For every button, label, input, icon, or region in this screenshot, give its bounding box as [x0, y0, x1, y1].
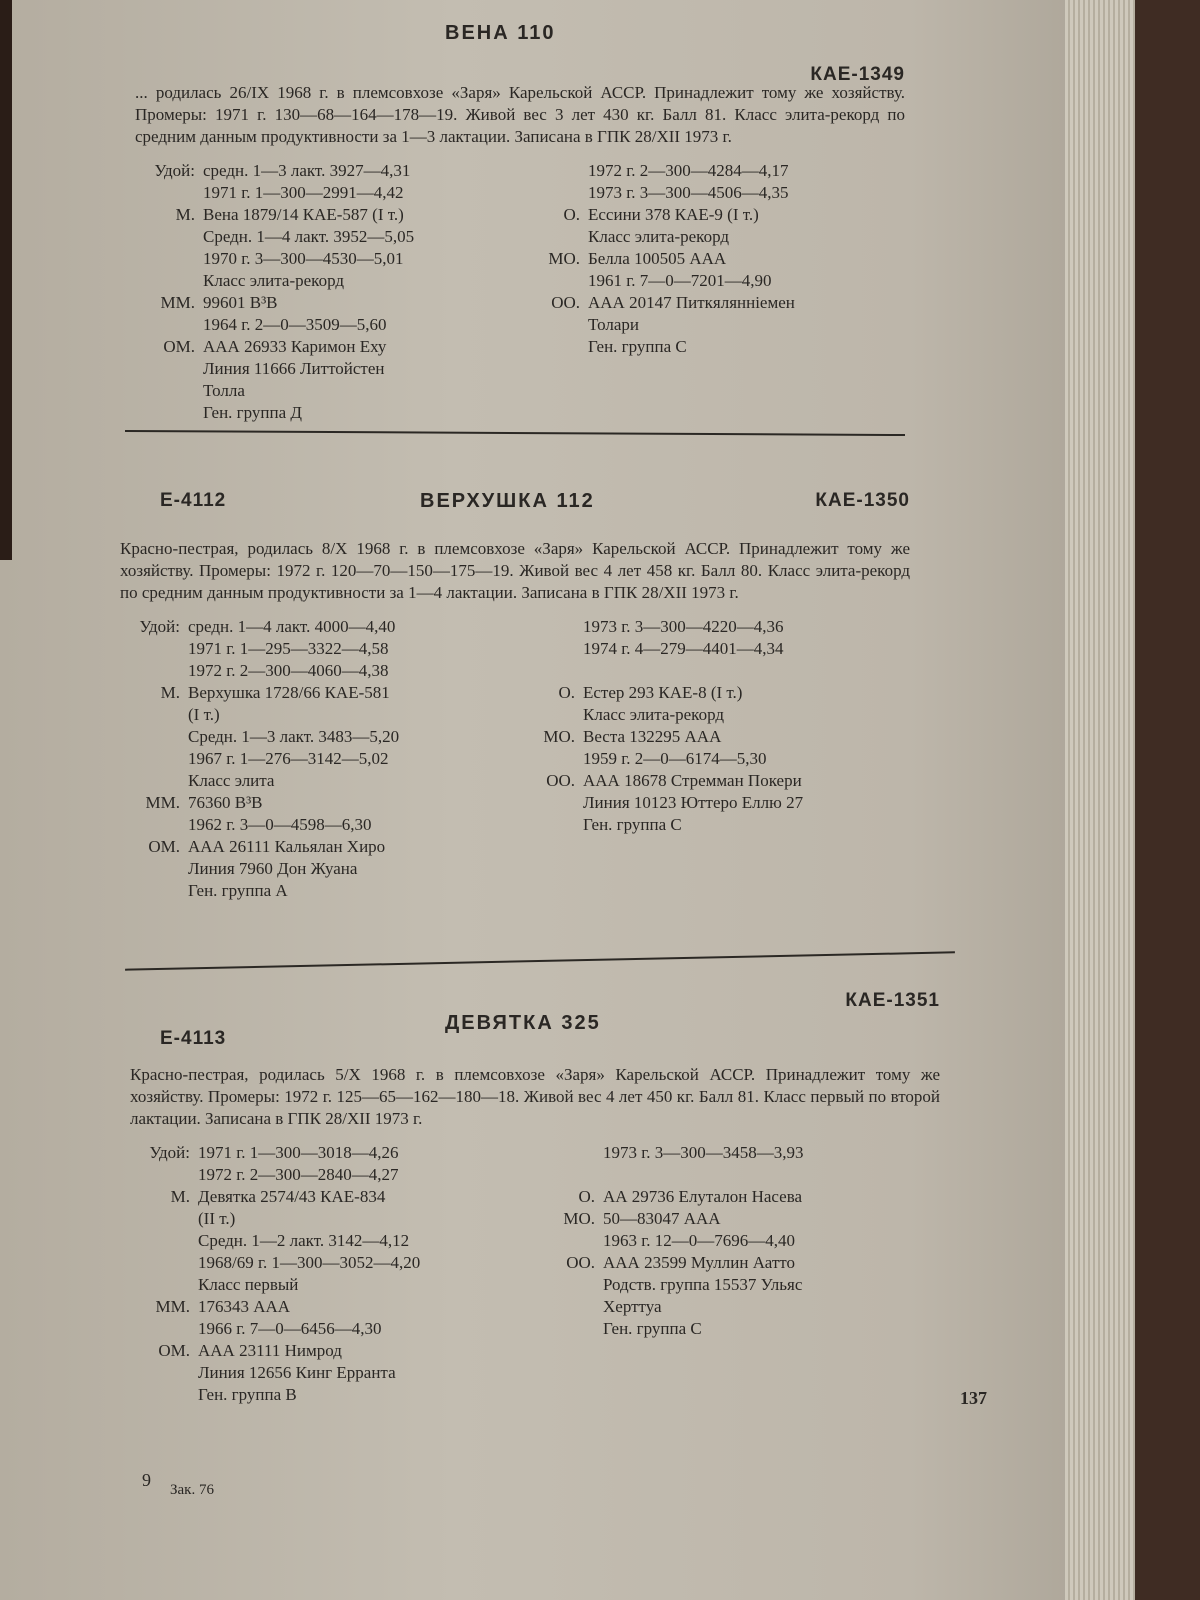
pedigree-line: [135, 182, 520, 204]
pedigree-label: [135, 380, 203, 402]
pedigree-label: [130, 1252, 198, 1274]
pedigree-line: [130, 1274, 535, 1296]
pedigree-label: Удой:: [139, 617, 180, 636]
pedigree-label: [515, 660, 583, 682]
entry-devyatka: [130, 990, 940, 1406]
entry-description: Красно-пестрая, родилась 8/X 1968 г. в племсовхозе «Заря» Карельской АССР. Принадлежит тому же хозяйству. Промеры: 1972 г. 120—70—150—175—19. Живой вес 4 лет 458 кг. Балл 80. Класс элита-рекорд по средним данным продуктивности за 1—4 лактации. Записана в ГПК 28/XII 1973 г.: [120, 539, 910, 602]
entry-description: Красно-пестрая, родилась 5/X 1968 г. в племсовхозе «Заря» Карельской АССР. Принадлежит тому же хозяйству. Промеры: 1972 г. 125—65—162—180—18. Живой вес 4 лет 450 кг. Балл 81. Класс первый по второй лактации. Записана в ГПК 28/XII 1973 г.: [130, 1065, 940, 1128]
entry-code: Е-4113: [160, 1028, 227, 1049]
entry-verkhushka: [120, 490, 910, 902]
pedigree-line: [520, 226, 905, 248]
pedigree-text: Девятка 2574/43 КАЕ-834: [198, 1187, 386, 1206]
pedigree-label: [120, 858, 188, 880]
pedigree-line: [135, 292, 520, 314]
pedigree-line: [135, 358, 520, 380]
pedigree-text: 76360 В³В: [188, 793, 263, 812]
pedigree-line: [520, 182, 905, 204]
pedigree-text: 1974 г. 4—279—4401—4,34: [583, 639, 784, 658]
pedigree-label: [130, 1384, 198, 1406]
pedigree-label: О.: [563, 205, 580, 224]
pedigree-line: [120, 880, 515, 902]
pedigree-label: [135, 226, 203, 248]
pedigree-line: [515, 660, 910, 682]
pedigree-line: [120, 814, 515, 836]
pedigree-text: Толари: [588, 315, 640, 334]
pedigree-column-right: [520, 160, 905, 424]
pedigree-line: [130, 1340, 535, 1362]
pedigree-text: 1959 г. 2—0—6174—5,30: [583, 749, 767, 768]
pedigree-text: 1972 г. 2—300—4060—4,38: [188, 661, 389, 680]
pedigree-text: 1973 г. 3—300—4220—4,36: [583, 617, 784, 636]
pedigree-line: [130, 1208, 535, 1230]
pedigree-label: [135, 248, 203, 270]
pedigree-text: 1973 г. 3—300—4506—4,35: [588, 183, 789, 202]
pedigree-label: [515, 638, 583, 660]
pedigree-line: [130, 1230, 535, 1252]
pedigree-label: ММ.: [155, 1297, 190, 1316]
pedigree-line: [120, 836, 515, 858]
section-divider: [125, 951, 955, 970]
pedigree-label: [535, 1164, 603, 1186]
pedigree-label: [515, 748, 583, 770]
pedigree-label: [520, 314, 588, 336]
pedigree-text: Класс элита-рекорд: [588, 227, 729, 246]
pedigree-column-left: [120, 616, 515, 902]
entry-name: ДЕВЯТКА 325: [445, 1012, 601, 1034]
pedigree-label: М.: [160, 683, 180, 702]
pedigree-label: О.: [558, 683, 575, 702]
signature-mark: 9: [142, 1470, 151, 1490]
pedigree-line: [520, 204, 905, 226]
pedigree-text: 1970 г. 3—300—4530—5,01: [203, 249, 404, 268]
entry-registry: КАЕ-1351: [845, 990, 940, 1011]
pedigree-label: [135, 270, 203, 292]
pedigree-text: Толла: [203, 381, 245, 400]
pedigree-label: [535, 1296, 603, 1318]
pedigree-line: [535, 1274, 940, 1296]
pedigree-text: Ген. группа С: [588, 337, 687, 356]
pedigree-label: [120, 638, 188, 660]
pedigree-text: АА 29736 Елуталон Насева: [603, 1187, 803, 1206]
pedigree-text: Белла 100505 ААА: [588, 249, 727, 268]
entry-name: ВЕРХУШКА 112: [420, 490, 595, 512]
pedigree-label: [535, 1274, 603, 1296]
pedigree-text: ААА 20147 Питкяляннiемен: [588, 293, 795, 312]
pedigree-label: М.: [175, 205, 195, 224]
pedigree-label: О.: [578, 1187, 595, 1206]
pedigree-line: [520, 160, 905, 182]
pedigree-label: [535, 1318, 603, 1340]
pedigree-text: 1962 г. 3—0—4598—6,30: [188, 815, 372, 834]
pedigree-line: [135, 160, 520, 182]
pedigree-label: [520, 336, 588, 358]
pedigree-label: ММ.: [145, 793, 180, 812]
pedigree-label: [135, 358, 203, 380]
pedigree-line: [120, 704, 515, 726]
pedigree-label: [520, 270, 588, 292]
pedigree-label: Удой:: [154, 161, 195, 180]
pedigree-text: средн. 1—3 лакт. 3927—4,31: [203, 161, 411, 180]
pedigree-label: Удой:: [149, 1143, 190, 1162]
pedigree-line: [120, 616, 515, 638]
pedigree-label: [130, 1164, 198, 1186]
pedigree-text: Средн. 1—3 лакт. 3483—5,20: [188, 727, 400, 746]
pedigree-text: 99601 В³В: [203, 293, 278, 312]
pedigree-text: Линия 7960 Дон Жуана: [188, 859, 358, 878]
entry-name: ВЕНА 110: [445, 22, 556, 44]
pedigree-line: [520, 336, 905, 358]
pedigree-column-right: [535, 1142, 940, 1406]
pedigree-line: [130, 1318, 535, 1340]
pedigree-label: [120, 704, 188, 726]
pedigree-line: [120, 682, 515, 704]
pedigree-line: [535, 1186, 940, 1208]
pedigree-line: [130, 1252, 535, 1274]
entry-pedigree: [135, 160, 905, 424]
pedigree-line: [120, 660, 515, 682]
pedigree-text: Естер 293 КАЕ-8 (I т.): [583, 683, 743, 702]
pedigree-line: [515, 814, 910, 836]
pedigree-line: [130, 1186, 535, 1208]
pedigree-label: [120, 660, 188, 682]
pedigree-line: [515, 726, 910, 748]
order-note: Зак. 76: [170, 1482, 214, 1498]
pedigree-label: [535, 1230, 603, 1252]
pedigree-label: ОМ.: [163, 337, 195, 356]
pedigree-line: [130, 1296, 535, 1318]
pedigree-line: [135, 248, 520, 270]
pedigree-text: 1967 г. 1—276—3142—5,02: [188, 749, 389, 768]
pedigree-line: [120, 638, 515, 660]
pedigree-label: [130, 1362, 198, 1384]
pedigree-text: Ген. группа Д: [203, 403, 303, 422]
section-divider: [125, 430, 905, 436]
pedigree-label: [120, 880, 188, 902]
entry-pedigree: [130, 1142, 940, 1406]
pedigree-line: [535, 1164, 940, 1186]
pedigree-text: 1966 г. 7—0—6456—4,30: [198, 1319, 382, 1338]
pedigree-label: ММ.: [160, 293, 195, 312]
pedigree-text: Класс элита-рекорд: [203, 271, 344, 290]
pedigree-line: [520, 314, 905, 336]
page-shadow: [0, 0, 12, 560]
pedigree-text: ААА 18678 Стремман Покери: [583, 771, 802, 790]
pedigree-label: [130, 1318, 198, 1340]
pedigree-text: Средн. 1—2 лакт. 3142—4,12: [198, 1231, 410, 1250]
pedigree-label: [135, 402, 203, 424]
pedigree-label: [130, 1230, 198, 1252]
entry-header: [130, 990, 940, 1049]
pedigree-label: [515, 616, 583, 638]
pedigree-line: [135, 402, 520, 424]
pedigree-label: МО.: [543, 727, 575, 746]
entry-pedigree: [120, 616, 910, 902]
pedigree-line: [120, 726, 515, 748]
pedigree-line: [120, 748, 515, 770]
pedigree-text: Ген. группа В: [198, 1385, 297, 1404]
pedigree-line: [515, 770, 910, 792]
pedigree-line: [120, 858, 515, 880]
pedigree-label: [120, 770, 188, 792]
pedigree-text: ААА 26111 Кальялан Хиро: [188, 837, 386, 856]
pedigree-label: [515, 814, 583, 836]
pedigree-text: Ген. группа А: [188, 881, 288, 900]
pedigree-line: [520, 292, 905, 314]
pedigree-line: [515, 748, 910, 770]
page-number: 137: [960, 1388, 987, 1408]
pedigree-text: Ген. группа С: [603, 1319, 702, 1338]
pedigree-line: [535, 1252, 940, 1274]
pedigree-label: [515, 792, 583, 814]
pedigree-text: Вена 1879/14 КАЕ-587 (I т.): [203, 205, 404, 224]
pedigree-label: [520, 226, 588, 248]
pedigree-text: 1972 г. 2—300—4284—4,17: [588, 161, 789, 180]
pedigree-label: МО.: [548, 249, 580, 268]
pedigree-label: [520, 182, 588, 204]
pedigree-label: [120, 814, 188, 836]
pedigree-text: Ген. группа С: [583, 815, 682, 834]
pedigree-text: Веста 132295 ААА: [583, 727, 722, 746]
pedigree-text: Линия 10123 Юттеро Еллю 27: [583, 793, 804, 812]
pedigree-line: [135, 204, 520, 226]
pedigree-line: [515, 704, 910, 726]
pedigree-line: [520, 270, 905, 292]
pedigree-text: 1968/69 г. 1—300—3052—4,20: [198, 1253, 421, 1272]
pedigree-text: 1971 г. 1—300—3018—4,26: [198, 1143, 399, 1162]
pedigree-label: [135, 314, 203, 336]
pedigree-line: [520, 248, 905, 270]
pedigree-text: Средн. 1—4 лакт. 3952—5,05: [203, 227, 415, 246]
pedigree-line: [135, 380, 520, 402]
pedigree-line: [535, 1230, 940, 1252]
pedigree-label: ОМ.: [158, 1341, 190, 1360]
pedigree-label: [515, 704, 583, 726]
pedigree-text: Родств. группа 15537 Ульяс: [603, 1275, 803, 1294]
pedigree-line: [135, 314, 520, 336]
pedigree-line: [535, 1318, 940, 1340]
pedigree-text: ААА 23111 Нимрод: [198, 1341, 342, 1360]
pedigree-line: [515, 682, 910, 704]
pedigree-text: средн. 1—4 лакт. 4000—4,40: [188, 617, 396, 636]
pedigree-line: [130, 1362, 535, 1384]
entry-code: Е-4112: [160, 490, 227, 511]
pedigree-text: 176343 ААА: [198, 1297, 291, 1316]
pedigree-label: [520, 160, 588, 182]
pedigree-text: Класс элита-рекорд: [583, 705, 724, 724]
pedigree-text: Херттуа: [603, 1297, 662, 1316]
pedigree-line: [535, 1142, 940, 1164]
pedigree-line: [135, 336, 520, 358]
page-stack-edge: [1065, 0, 1135, 1600]
pedigree-text: Верхушка 1728/66 КАЕ-581: [188, 683, 390, 702]
pedigree-text: 1971 г. 1—295—3322—4,58: [188, 639, 389, 658]
pedigree-label: [130, 1208, 198, 1230]
entry-description: ... родилась 26/IX 1968 г. в племсовхозе «Заря» Карельской АССР. Принадлежит тому же хозяйству. Промеры: 1971 г. 130—68—164—178—19. Живой вес 3 лет 430 кг. Балл 81. Класс элита-рекорд по средним данным продуктивности за 1—3 лактации. Записана в ГПК 28/XII 1973 г.: [135, 83, 905, 146]
pedigree-label: [535, 1142, 603, 1164]
pedigree-label: [135, 182, 203, 204]
pedigree-line: [130, 1384, 535, 1406]
pedigree-text: Линия 11666 Литтойстен: [203, 359, 385, 378]
pedigree-label: ОО.: [551, 293, 580, 312]
pedigree-label: ОО.: [566, 1253, 595, 1272]
pedigree-text: 1961 г. 7—0—7201—4,90: [588, 271, 772, 290]
pedigree-column-left: [135, 160, 520, 424]
pedigree-line: [515, 616, 910, 638]
pedigree-label: МО.: [563, 1209, 595, 1228]
pedigree-text: ААА 26933 Каримон Еху: [203, 337, 387, 356]
pedigree-label: [120, 748, 188, 770]
entry-registry: КАЕ-1350: [815, 490, 910, 511]
pedigree-text: Класс элита: [188, 771, 275, 790]
pedigree-label: ОМ.: [148, 837, 180, 856]
pedigree-text: 50—83047 ААА: [603, 1209, 721, 1228]
pedigree-text: ААА 23599 Муллин Аатто: [603, 1253, 795, 1272]
pedigree-text: Класс первый: [198, 1275, 299, 1294]
pedigree-line: [535, 1208, 940, 1230]
pedigree-line: [130, 1142, 535, 1164]
pedigree-line: [130, 1164, 535, 1186]
pedigree-label: М.: [170, 1187, 190, 1206]
pedigree-text: Ессини 378 КАЕ-9 (I т.): [588, 205, 759, 224]
entry-vena: [135, 22, 905, 424]
pedigree-text: 1973 г. 3—300—3458—3,93: [603, 1143, 804, 1162]
pedigree-column-left: [130, 1142, 535, 1406]
pedigree-text: Линия 12656 Кинг Ерранта: [198, 1363, 396, 1382]
entry-header: [120, 490, 910, 524]
pedigree-label: [130, 1274, 198, 1296]
pedigree-text: 1971 г. 1—300—2991—4,42: [203, 183, 404, 202]
entry-registry: КАЕ-1349: [810, 64, 905, 85]
pedigree-line: [135, 226, 520, 248]
background-surface: [1135, 0, 1200, 1600]
pedigree-line: [120, 792, 515, 814]
pedigree-line: [515, 638, 910, 660]
pedigree-text: (I т.): [188, 705, 220, 724]
pedigree-text: 1963 г. 12—0—7696—4,40: [603, 1231, 796, 1250]
pedigree-text: (II т.): [198, 1209, 236, 1228]
pedigree-text: 1964 г. 2—0—3509—5,60: [203, 315, 387, 334]
pedigree-line: [515, 792, 910, 814]
pedigree-label: ОО.: [546, 771, 575, 790]
pedigree-line: [535, 1296, 940, 1318]
pedigree-column-right: [515, 616, 910, 902]
pedigree-line: [135, 270, 520, 292]
pedigree-line: [120, 770, 515, 792]
pedigree-text: 1972 г. 2—300—2840—4,27: [198, 1165, 399, 1184]
pedigree-label: [120, 726, 188, 748]
entry-header: [135, 22, 905, 85]
